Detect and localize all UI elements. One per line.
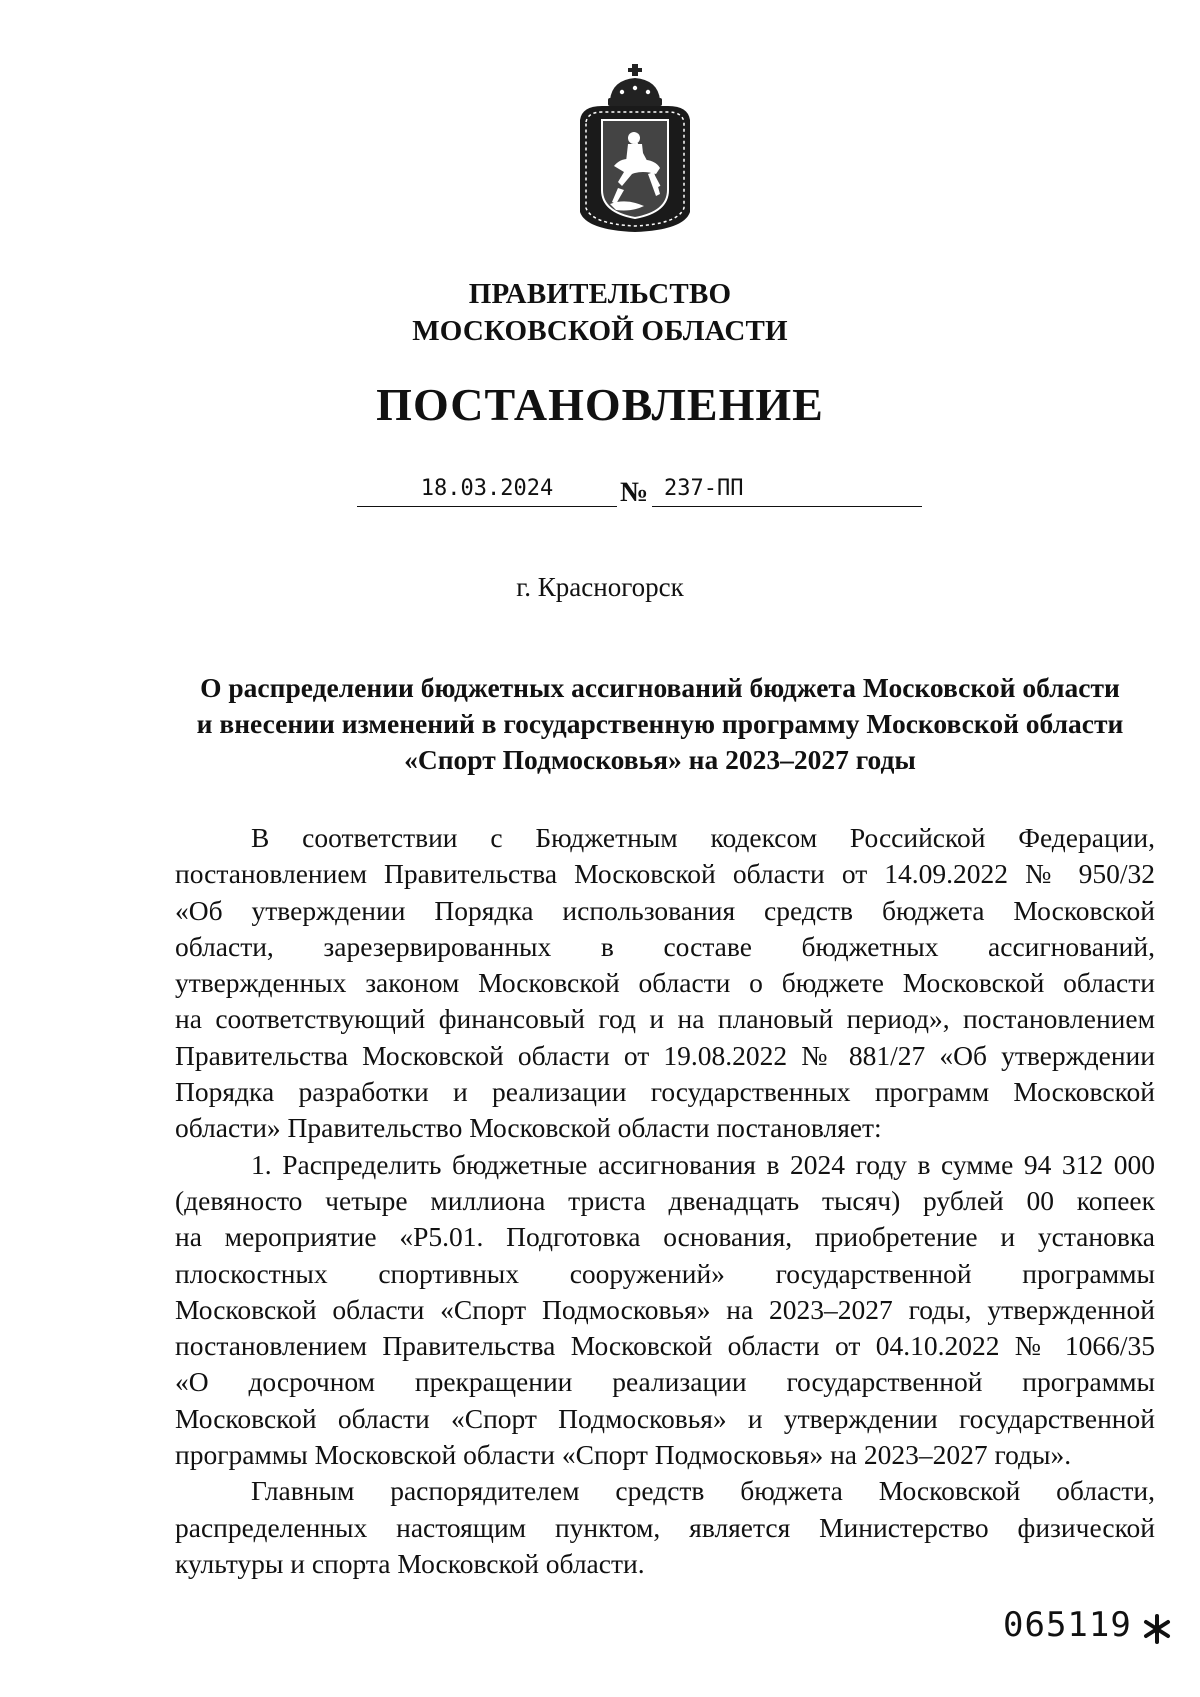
body-line: (девяносто четыре миллиона триста двенадцать тысяч) рублей 00 копеек — [175, 1184, 1155, 1216]
serial-number: 065119 — [1003, 1605, 1132, 1645]
organization-name-line1: ПРАВИТЕЛЬСТВО — [468, 278, 732, 310]
title-line: и внесении изменений в государственную программу Московской области — [196, 708, 1124, 739]
document-number: 237-ПП — [664, 476, 744, 501]
document-type-heading: ПОСТАНОВЛЕНИЕ — [376, 379, 824, 430]
body-line: утвержденных законом Московской области о бюджете Московской области — [175, 967, 1155, 999]
body-line: В соответствии с Бюджетным кодексом Российской Федерации, — [251, 822, 1155, 853]
document-date: 18.03.2024 — [357, 472, 617, 507]
body-line: на соответствующий финансовый год и на плановый период», постановлением — [175, 1003, 1155, 1035]
body-line: Московской области «Спорт Подмосковья» на 2023–2027 годы, утвержденной — [175, 1293, 1155, 1325]
body-line: плоскостных спортивных сооружений» государственной программы — [175, 1257, 1155, 1289]
body-line: культуры и спорта Московской области. — [175, 1547, 645, 1579]
organization-name-line2: МОСКОВСКОЙ ОБЛАСТИ — [412, 315, 788, 347]
body-line: 1. Распределить бюджетные ассигнования в 2024 году в сумме 94 312 000 — [251, 1148, 1155, 1180]
body-line: постановлением Правительства Московской области от 04.10.2022 № 1066/35 — [175, 1330, 1155, 1362]
body-line: области» Правительство Московской области постановляет: — [175, 1112, 882, 1144]
body-line: Московской области «Спорт Подмосковья» и утверждении государственной — [175, 1402, 1155, 1434]
body-line: «О досрочном прекращении реализации государственной программы — [175, 1366, 1155, 1398]
body-line: «Об утверждении Порядка использования средств бюджета Московской — [175, 894, 1155, 926]
body-line: программы Московской области «Спорт Подмосковья» на 2023–2027 годы». — [175, 1439, 1072, 1471]
asterisk-icon — [1142, 1608, 1172, 1648]
city-name: г. Красногорск — [516, 572, 684, 602]
body-line: распределенных настоящим пунктом, является Министерство физической — [175, 1511, 1155, 1543]
document-number-field — [652, 472, 922, 507]
title-line: О распределении бюджетных ассигнований бюджета Московской области — [200, 672, 1120, 703]
body-line: на мероприятие «Р5.01. Подготовка основания, приобретение и установка — [175, 1221, 1155, 1253]
body-line: Порядка разработки и реализации государственных программ Московской — [175, 1076, 1155, 1108]
document-title — [170, 670, 1150, 778]
number-sign: № — [620, 477, 649, 508]
body-line: постановлением Правительства Московской области от 14.09.2022 № 950/32 — [175, 858, 1155, 890]
body-line: Правительства Московской области от 19.08.2022 № 881/27 «Об утверждении — [175, 1039, 1155, 1071]
body-line: Главным распорядителем средств бюджета Московской области, — [251, 1475, 1155, 1507]
title-line: «Спорт Подмосковья» на 2023–2027 годы — [404, 744, 916, 775]
coat-of-arms-icon — [572, 62, 698, 234]
body-line: области, зарезервированных в составе бюджетных ассигнований, — [175, 930, 1155, 962]
document-body — [175, 820, 1155, 1582]
